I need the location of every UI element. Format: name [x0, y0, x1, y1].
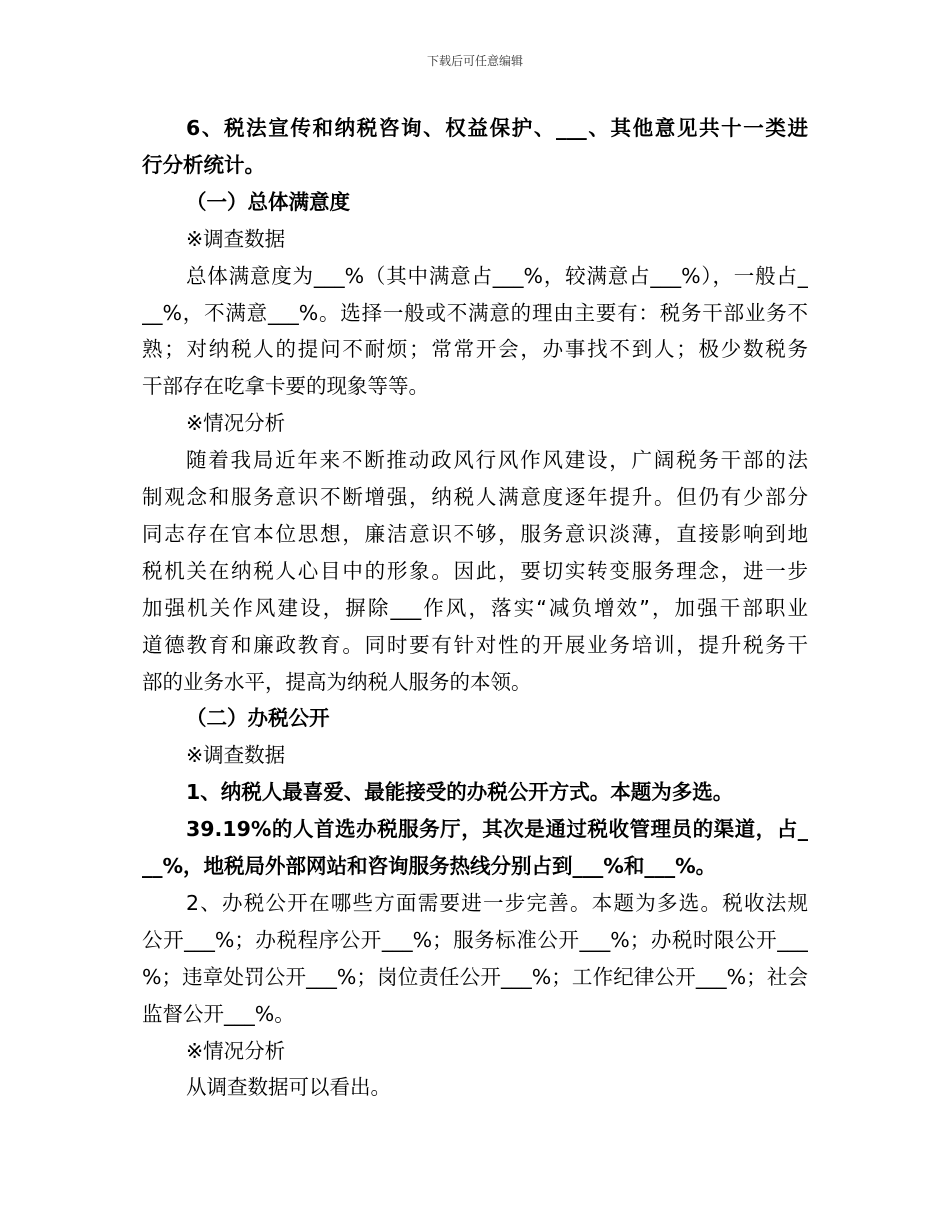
text-line: ※调查数据 — [186, 743, 286, 768]
text-line: 税机关在纳税人心目中的形象。因此，要切实转变服务理念，进一步 — [142, 558, 808, 583]
text-line: 1、纳税人最喜爱、最能接受的办税公开方式。本题为多选。 — [186, 780, 734, 805]
text-line: ※调查数据 — [186, 226, 286, 251]
text-line: 39.19%的人首选办税服务厅，其次是通过税收管理员的渠道，占_ — [186, 817, 808, 842]
text-line: 公开___%；办税程序公开___%；服务标准公开___%；办税时限公开___ — [142, 927, 808, 952]
text-line: 加强机关作风建设，摒除___作风，落实“减负增效”，加强干部职业 — [142, 595, 808, 620]
text-line: 熟；对纳税人的提问不耐烦；常常开会，办事找不到人；极少数税务 — [142, 337, 808, 362]
text-line: __%，不满意___%。选择一般或不满意的理由主要有：税务干部业务不 — [142, 300, 808, 325]
text-line: 部的业务水平，提高为纳税人服务的本领。 — [142, 669, 532, 694]
text-line: 随着我局近年来不断推动政风行风作风建设，广阔税务干部的法 — [186, 448, 808, 473]
text-line: 行分析统计。 — [142, 152, 265, 177]
text-line: （一）总体满意度 — [186, 189, 350, 214]
text-line: 从调查数据可以看出。 — [186, 1075, 391, 1100]
page-header: 下载后可任意编辑 — [426, 54, 523, 68]
text-line: ※情况分析 — [186, 1038, 286, 1063]
text-line: 监督公开___%。 — [142, 1001, 295, 1026]
text-line: 道德教育和廉政教育。同时要有针对性的开展业务培训，提升税务干 — [142, 632, 808, 657]
text-line: ※情况分析 — [186, 411, 286, 436]
text-line: 6、税法宣传和纳税咨询、权益保护、___、其他意见共十一类进 — [186, 116, 808, 140]
text-line: （二）办税公开 — [186, 706, 330, 731]
text-line: %；违章处罚公开___%；岗位责任公开___%；工作纪律公开___%；社会 — [142, 964, 808, 989]
text-line: __%，地税局外部网站和咨询服务热线分别占到___%和___%。 — [142, 854, 717, 878]
text-line: 同志存在官本位思想，廉洁意识不够，服务意识淡薄，直接影响到地 — [142, 521, 808, 546]
text-line: 总体满意度为___%（其中满意占___%，较满意占___%），一般占_ — [186, 263, 808, 288]
text-line: 干部存在吃拿卡要的现象等等。 — [142, 374, 429, 399]
text-line: 制观念和服务意识不断增强，纳税人满意度逐年提升。但仍有少部分 — [142, 485, 808, 509]
text-line: 2、办税公开在哪些方面需要进一步完善。本题为多选。税收法规 — [186, 890, 808, 915]
